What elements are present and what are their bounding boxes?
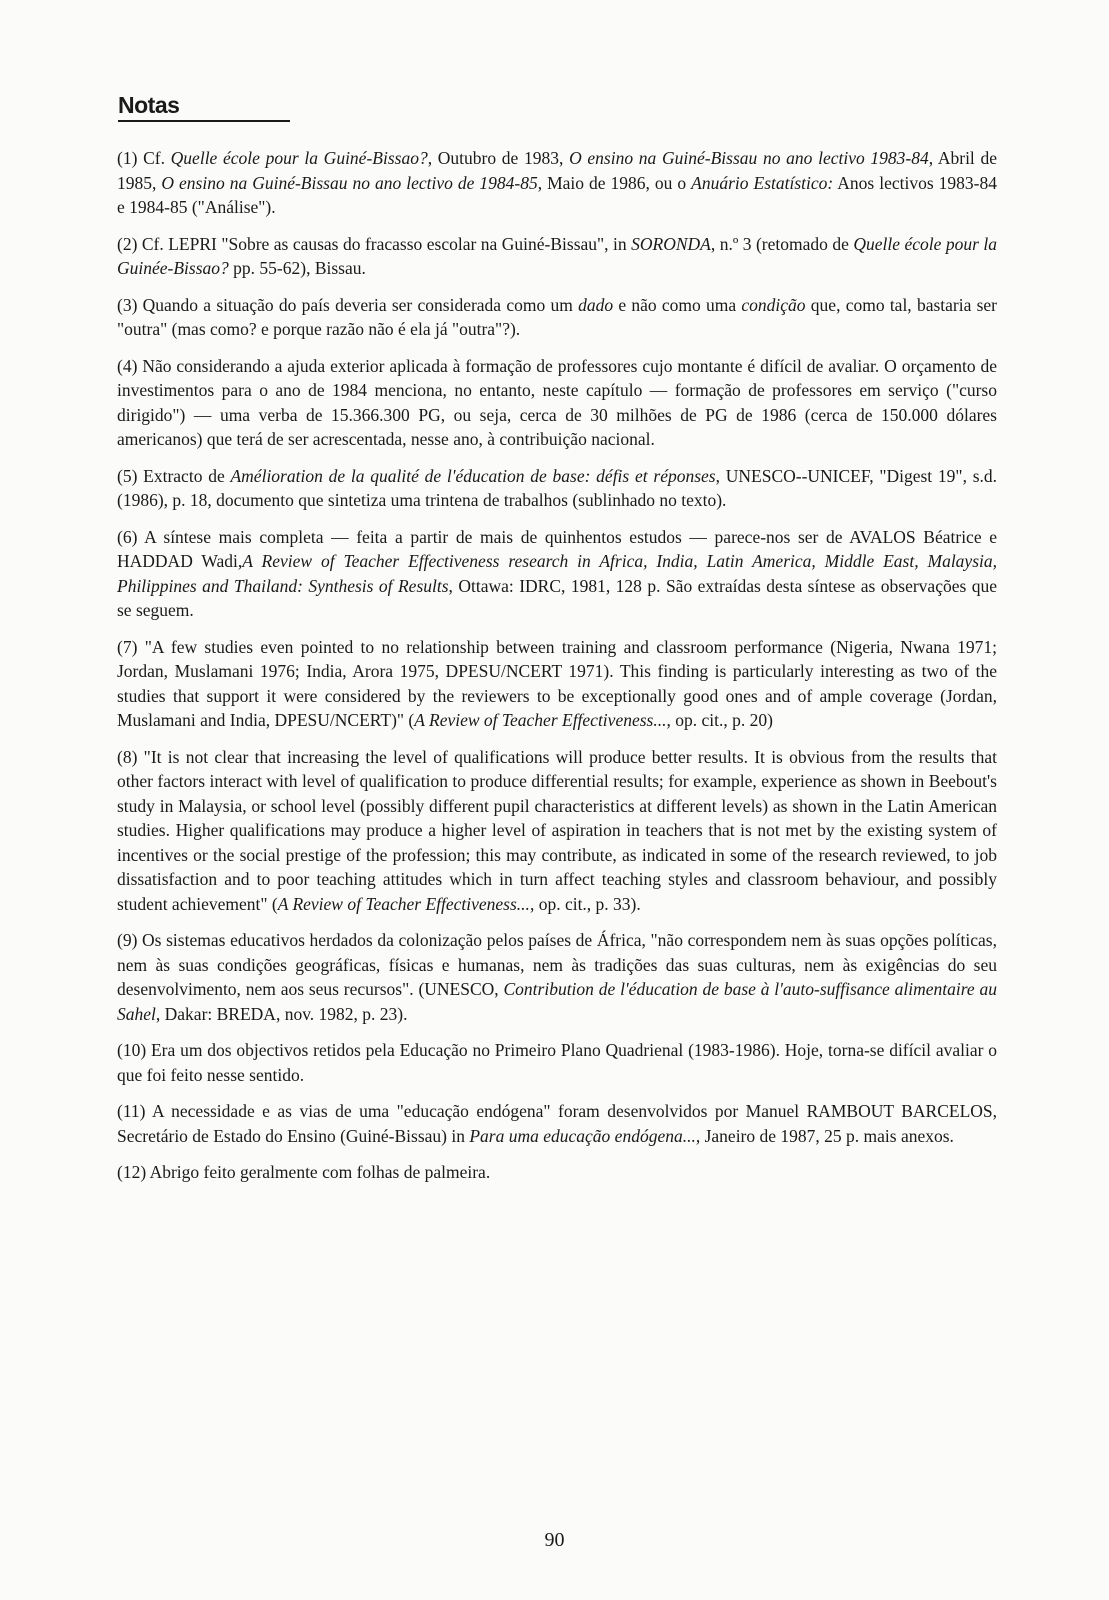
footnote-1 — [117, 146, 997, 220]
footnote-citation-title: A Review of Teacher Effectiveness... — [414, 710, 667, 730]
footnote-text: , Outubro de 1983, — [427, 148, 570, 168]
footnote-text: (3) Quando a situação do país deveria ser considerada como um — [117, 294, 579, 315]
footnote-9 — [117, 928, 997, 1026]
footnote-citation-title: A Review of Teacher Effectiveness... — [277, 893, 530, 914]
footnote-5 — [117, 464, 997, 513]
footnote-text: que, como tal, bastaria ser "outra" (mas como? e porque razão não é ela já "outra"?). — [117, 294, 998, 339]
footnote-text: (4) Não considerando a ajuda exterior aplicada à formação de professores cujo montante é difícil de avaliar. O orçamento de investimentos para o ano de 1984 menciona, no entanto, neste capítulo — formação de professores em serviço ("curso dirigido") — uma verba de 15.366.300 PG, ou seja, cerca de 30 milhões de PG de 1986 (cerca de 150.000 dólares americanos) que terá de ser acrescentada, nesse ano, à contribuição nacional. — [117, 355, 997, 449]
notes-list — [117, 146, 997, 1197]
footnote-text: , Dakar: BREDA, nov. 1982, p. 23). — [155, 1003, 408, 1024]
footnote-citation-title: condição — [741, 294, 806, 315]
footnote-text: (7) "A few studies even pointed to no relationship between training and classroom performance (Nigeria, Nwana 1971; Jordan, Muslamani 1976; India, Arora 1975, DPESU/NCERT 1971). This finding is particularly interesting as two of the studies that support it were considered by the reviewers to be exceptionally good ones and of ample coverage (Jordan, Muslamani and India, DPESU/NCERT)" ( — [117, 636, 997, 730]
footnote-citation-title: Quelle école pour la Guiné-Bissao? — [170, 148, 428, 168]
footnote-citation-title: A Review of Teacher Effectiveness research in Africa, India, Latin America, Middle East, Malaysia, Philippines and Thailand: Synthesis of Results — [117, 551, 997, 596]
footnote-2 — [117, 232, 997, 281]
footnote-text: , UNESCO--UNICEF, "Digest 19", s.d. (1986), p. 18, documento que sintetiza uma trintena de trabalhos (sublinhado no texto). — [117, 465, 998, 510]
footnote-text: pp. 55-62), Bissau. — [228, 258, 366, 278]
footnote-text: Anos lectivos 1983-84 e 1984-85 ("Análise"). — [117, 172, 997, 217]
footnote-citation-title: Quelle école pour la Guinée-Bissao? — [117, 233, 998, 278]
notes-heading-block — [118, 92, 179, 119]
footnote-7 — [117, 635, 997, 733]
page-number: 90 — [544, 1529, 565, 1551]
footnote-text: (9) Os sistemas educativos herdados da colonização pelos países de África, "não correspondem nem às suas opções políticas, nem às suas condições geográficas, físicas e humanas, nem às tradições das suas culturas, nem às exigências do seu desenvolvimento, nem aos seus recursos". (UNESCO, — [117, 930, 997, 999]
footnote-text: (8) "It is not clear that increasing the level of qualifications will produce better results. It is obvious from the results that other factors interact with level of qualification to produce differential results; for example, experience as shown in Beebout's study in Malaysia, or school level (possibly different pupil characteristics at different levels) as shown in the Latin American studies. Higher qualifications may produce a higher level of aspiration in teachers that is not met by the existing system of incentives or the social prestige of the profession; this may contribute, as indicated in some of the research reviewed, to job dissatisfaction and to poor teaching attitudes which in turn affect teaching styles and classroom behaviour, and possibly student achievement" ( — [117, 746, 997, 914]
footnote-text: (11) A necessidade e as vias de uma "educação endógena" foram desenvolvidos por Manuel RAMBOUT BARCELOS, Secretário de Estado do Ensino (Guiné-Bissau) in — [117, 1101, 997, 1146]
footnote-text: e não como uma — [613, 294, 742, 315]
footnote-text: , n.º 3 (retomado de — [710, 233, 854, 254]
footnote-text: (5) Extracto de — [117, 465, 231, 486]
footnote-citation-title: Anuário Estatístico: — [691, 172, 834, 193]
footnote-12 — [117, 1160, 997, 1185]
footnote-11 — [117, 1099, 997, 1148]
footnote-text: (10) Era um dos objectivos retidos pela Educação no Primeiro Plano Quadrienal (1983-1986). Hoje, torna-se difícil avaliar o que foi feito nesse sentido. — [117, 1040, 997, 1085]
footnote-text: (6) A síntese mais completa — feita a partir de mais de quinhentos estudos — parece-nos ser de AVALOS Béatrice e HADDAD Wadi, — [117, 526, 997, 571]
footnote-4 — [117, 354, 997, 452]
footnote-text: , op. cit., p. 33). — [529, 893, 641, 914]
footnote-3 — [117, 293, 997, 342]
footnote-citation-title: Amélioration de la qualité de l'éducation de base: défis et réponses — [230, 465, 716, 486]
footnote-citation-title: Contribution de l'éducation de base à l'auto-suffisance alimentaire au Sahel — [117, 979, 997, 1024]
footnote-citation-title: O ensino na Guiné-Bissau no ano lectivo de 1984-85 — [161, 172, 538, 193]
footnote-text: , Abril de 1985, — [117, 148, 998, 193]
footnote-citation-title: SORONDA — [631, 233, 711, 254]
footnote-text: , Janeiro de 1987, 25 p. mais anexos. — [695, 1125, 954, 1146]
footnote-text: , Ottawa: IDRC, 1981, 128 p. São extraídas desta síntese as observações que se seguem. — [117, 575, 997, 620]
footnote-citation-title: O ensino na Guiné-Bissau no ano lectivo 1983-84 — [569, 148, 929, 168]
footnote-citation-title: dado — [578, 294, 614, 315]
footnote-text: , op. cit., p. 20) — [666, 710, 773, 730]
footnote-text: , Maio de 1986, ou o — [537, 172, 692, 193]
footnote-8 — [117, 745, 997, 917]
footnote-text: (2) Cf. LEPRI "Sobre as causas do fracasso escolar na Guiné-Bissau", in — [117, 233, 632, 254]
footnote-10 — [117, 1038, 997, 1087]
footnote-text: (1) Cf. — [117, 148, 171, 168]
heading-underline — [118, 120, 290, 122]
footnote-text: (12) Abrigo feito geralmente com folhas de palmeira. — [117, 1162, 491, 1182]
footnote-citation-title: Para uma educação endógena... — [469, 1125, 696, 1146]
footnote-6 — [117, 525, 997, 623]
page-title: Notas — [118, 92, 180, 118]
